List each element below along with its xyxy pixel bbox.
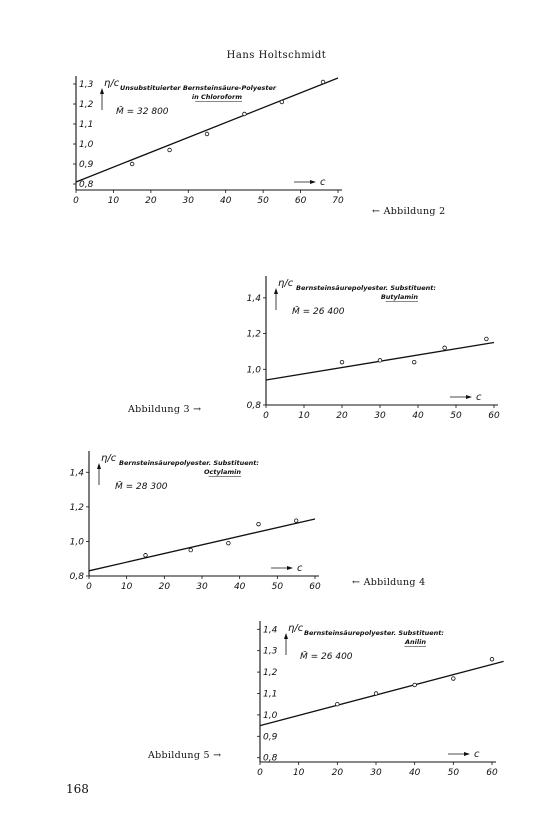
y-tick-label: 1,0: [79, 140, 94, 150]
y-tick-label: 1,2: [69, 502, 84, 513]
x-tick-label: 20: [158, 582, 171, 592]
x-tick-label: 0: [263, 411, 269, 421]
y-tick-label: 1,4: [246, 293, 261, 304]
y-axis-label: η/c: [288, 623, 304, 634]
x-tick-label: 50: [257, 196, 269, 206]
y-tick-label: 0,9: [263, 732, 278, 743]
x-tick-label: 20: [331, 768, 344, 778]
y-tick-label: 1,1: [263, 689, 278, 700]
y-axis-label: η/c: [278, 278, 294, 289]
chart-title: Unsubstituierter Bernsteinsäure-Polyester: [120, 84, 277, 92]
data-point: [336, 702, 340, 706]
y-tick-label: 1,2: [246, 329, 261, 340]
x-tick-label: 70: [332, 196, 344, 206]
y-tick-label: 1,1: [79, 120, 94, 130]
molecular-weight-label: M̄ = 32 800: [116, 107, 169, 117]
x-tick-label: 40: [408, 768, 421, 778]
y-tick-label: 0,8: [263, 753, 278, 764]
x-tick-label: 40: [233, 582, 246, 592]
y-tick-label: 1,3: [263, 646, 278, 657]
x-tick-label: 40: [219, 196, 232, 206]
x-tick-label: 30: [182, 196, 195, 206]
x-tick-label: 60: [309, 582, 321, 592]
y-tick-label: 1,0: [263, 710, 278, 721]
page-number: 168: [66, 782, 89, 796]
molecular-weight-label: M̄ = 26 400: [292, 307, 345, 317]
x-tick-label: 30: [196, 582, 208, 592]
y-tick-label: 1,3: [79, 80, 94, 90]
caption-abbildung-3: Abbildung 3 →: [128, 404, 202, 415]
chart-title: Bernsteinsäurepolyester. Substituent:: [119, 459, 259, 467]
x-axis-label: c: [320, 177, 326, 188]
x-tick-label: 60: [486, 768, 498, 778]
x-tick-label: 40: [412, 411, 424, 421]
y-tick-label: 1,2: [79, 100, 94, 110]
page-header: Hans Holtschmidt: [226, 50, 327, 61]
y-tick-label: 0,8: [69, 572, 84, 582]
x-axis-label: c: [297, 563, 303, 574]
x-tick-label: 20: [145, 196, 157, 206]
chart-subtitle: Anilin: [405, 638, 426, 646]
fit-line: [260, 661, 504, 725]
y-tick-label: 1,0: [69, 537, 84, 548]
x-tick-label: 50: [447, 768, 460, 778]
y-tick-label: 1,0: [246, 365, 261, 376]
chart-subtitle: Octylamin: [204, 468, 241, 476]
caption-abbildung-5: Abbildung 5 →: [148, 750, 222, 761]
x-tick-label: 50: [271, 582, 284, 592]
data-point: [452, 677, 456, 681]
x-tick-label: 10: [120, 582, 133, 592]
data-point: [374, 692, 378, 696]
y-tick-label: 1,4: [263, 625, 278, 636]
y-axis-label: η/c: [101, 453, 117, 464]
x-axis-label: c: [476, 392, 482, 403]
x-arrow-head: [464, 752, 470, 756]
x-tick-label: 0: [257, 768, 263, 778]
molecular-weight-label: M̄ = 28 300: [115, 482, 168, 492]
y-tick-label: 1,2: [263, 668, 278, 679]
chart-title: Bernsteinsäurepolyester. Substituent:: [296, 284, 436, 292]
x-axis-label: c: [474, 749, 480, 760]
caption-abbildung-4: ← Abbildung 4: [352, 577, 426, 588]
x-tick-label: 30: [374, 411, 386, 421]
y-tick-label: 0,9: [79, 160, 94, 170]
x-tick-label: 10: [107, 196, 120, 206]
x-tick-label: 10: [298, 411, 310, 421]
y-axis-label: η/c: [104, 78, 120, 89]
x-tick-label: 0: [86, 582, 92, 592]
data-point: [490, 657, 494, 661]
molecular-weight-label: M̄ = 26 400: [300, 652, 353, 662]
chart-subtitle: in Chloroform: [191, 93, 242, 101]
y-tick-label: 0,8: [79, 180, 94, 190]
x-tick-label: 20: [336, 411, 348, 421]
y-tick-label: 0,8: [246, 401, 261, 411]
chart-title: Bernsteinsäurepolyester. Substituent:: [304, 629, 444, 637]
x-tick-label: 60: [488, 411, 500, 421]
x-tick-label: 50: [450, 411, 462, 421]
y-tick-label: 1,4: [69, 468, 84, 479]
x-tick-label: 10: [292, 768, 305, 778]
data-point: [413, 683, 417, 687]
caption-abbildung-2: ← Abbildung 2: [372, 206, 446, 217]
chart-subtitle: Butylamin: [380, 293, 418, 301]
x-tick-label: 60: [294, 196, 307, 206]
x-tick-label: 30: [370, 768, 382, 778]
x-tick-label: 0: [73, 196, 79, 206]
